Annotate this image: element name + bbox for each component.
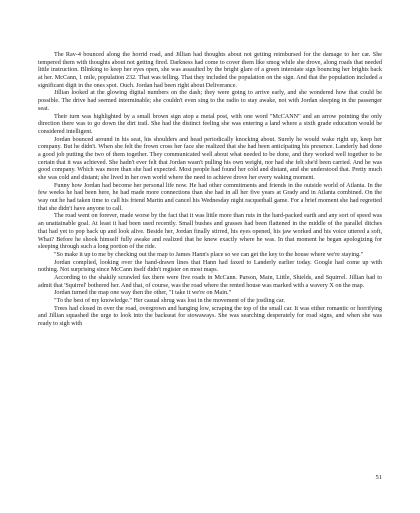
- paragraph: The Rav-4 bounced along the horrid road, and Jillian had thoughts about not getting reimbursed for the damage to her car. She tempered them with thoughts about not getting fired. Darkness had come to cover them like smog while she drove, along roads that needed little instruction. Blinking to keep her eyes open, she was assaulted by the bright glare of a green interstate sign bouncing her brights back at her. McCann, 1 mile, population 232. That was telling. That they included the population on the sign. And that the population included a significant digit in the ones spot. Ouch. Jordan had been right about Deliverance.: [38, 52, 382, 89]
- paragraph: "To the best of my knowledge." Her casual shrug was lost in the movement of the jostling car.: [54, 298, 285, 304]
- paragraph: Jordan turned the map one way then the other, "I take it we're on Main.": [54, 290, 232, 297]
- paragraph: Trees had closed in over the road, overgrown and hanging low, scraping the top of the small car. It was either romantic or horrifying and Jillian squashed the urge to look into the backseat for stowaways. She was searching desperately for road signs, and when she was ready to sigh with: [38, 305, 382, 328]
- paragraph: Jordan bounced around in his seat, his shoulders and head periodically knocking about. Surely he would wake right up, keep her company. But he didn't. When she felt the frown cross her face she realized that she had been anticipating his presence. Landerly had done a good job putting the two of them together. They communicated well about what needed to be done, and they worked well together to be certain that it was achieved. She hadn't ever felt that Jordan wasn't pulling his own weight, nor had she felt she'd been carried. And he was good company. Which was more than she had expected. Most people had found her cold and distant, and she understood that. Pretty much she was cold and distant; she lived in her own world where the need to achieve drove her every waking moment.: [38, 136, 382, 181]
- page-number: 51: [375, 474, 382, 481]
- paragraph: According to the shakily scrawled fax there were five roads in McCann. Parson, Main, Little, Shields, and Squirrel. Jillian had to admit that 'Squirrel' bothered her. And that, of course, was the road where the rented house was marked with a wavery X on the map.: [38, 274, 382, 289]
- paragraph: "So make it up to me by checking out the map to James Hann's place so we can get the key to the house where we're staying.": [54, 251, 364, 258]
- paragraph: Funny how Jordan had become her personal life now. He had other commitments and friends in the outside world of Atlanta. In the few weeks he had been here, he had made more connections than she had in all her five years at Grady and in Atlanta combined. On the way out he had taken time to call his friend Martin and cancel his Wednesday night racquetball game. For a brief moment she had regretted that she didn't have anyone to call.: [38, 182, 382, 212]
- paragraph: Their turn was highlighted by a small brown sign atop a metal post, with one word "McCANN" and an arrow pointing the only direction there was to go down the dirt trail. She had the distinct feeling she was entering a land where a sixth grade education would be considered intelligent.: [38, 113, 382, 135]
- paragraph: Jillian looked at the glowing digital numbers on the dash; they were going to arrive early, and she wondered how that could be possible. The drive had seemed interminable; she couldn't even sing to the radio to stay awake, not with Jordan sleeping in the passenger seat.: [38, 90, 382, 112]
- paragraph: The road went on forever, made worse by the fact that it was little more than ruts in the hard-packed earth and any sort of speed was an unattainable goal. At least it had been used recently. Small bushes and grasses had been flattened in the middle of the parallel ditches that had yet to pop back up and look alive. Beside her, Jordan finally stirred, his eyes opened, his jaw worked and his voice uttered a soft, What? Before he shook himself fully awake and realized that he knew exactly where he was. In that moment he began apologizing for sleeping through such a long portion of the ride.: [38, 213, 382, 251]
- body-text: [38, 52, 382, 329]
- paragraph: Jordan complied, looking over the hand-drawn lines that Hann had faxed to Landerly earlier today. Google had come up with nothing. Not surprising since McCann itself didn't register on most maps.: [38, 259, 382, 274]
